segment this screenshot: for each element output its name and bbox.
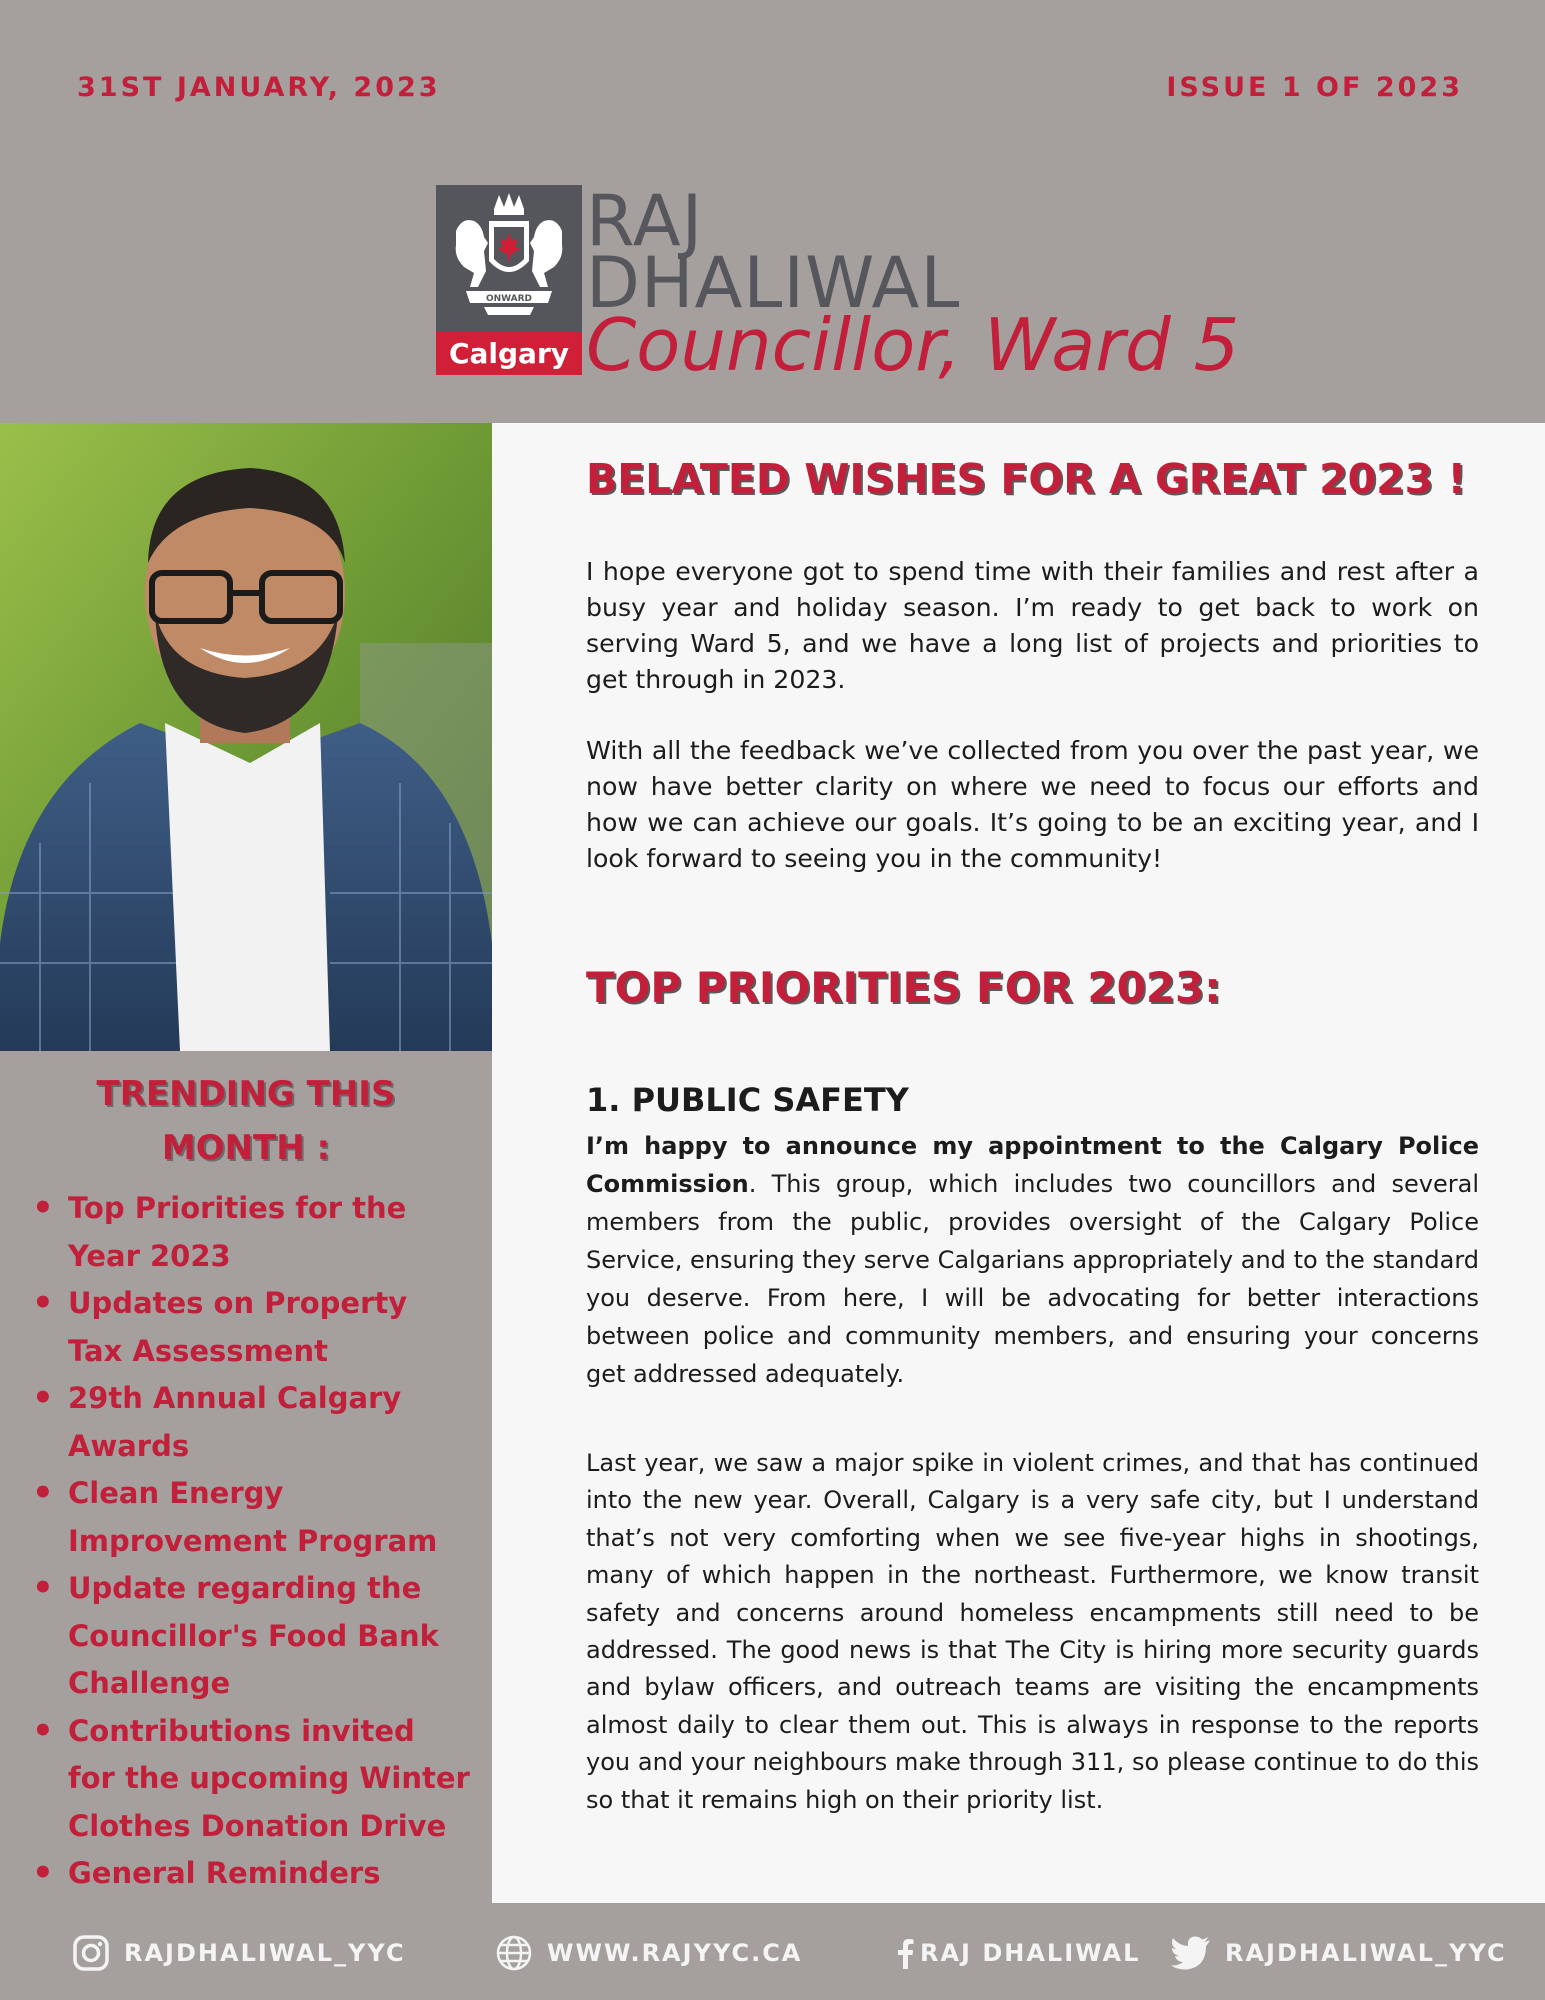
instagram-handle: RAJDHALIWAL_YYC <box>124 1939 406 1967</box>
instagram-link[interactable] <box>72 1933 406 1973</box>
wishes-paragraph-2: With all the feedback we’ve collected from you over the past year, we now have better clarity on where we need to focus our efforts and how we can achieve our goals. It’s going to be an exciting year, and I look forward to seeing you in the community! <box>586 736 1479 873</box>
public-safety-paragraph-1-text: . This group, which includes two councillors and several members from the public, provides oversight of the Calgary Police Service, ensuring they serve Calgarians appropriately and to the standard you deserve. From here, I will be advocating for better interactions between police and community members, and ensuring your concerns get addressed adequately. <box>586 1170 1479 1388</box>
police-commission-announcement: I’m happy to announce my appointment to the Calgary Police Commission <box>586 1132 1479 1198</box>
list-item: • 29th Annual Calgary Awards <box>30 1375 470 1470</box>
trending-title: TRENDING THIS MONTH : <box>96 1074 396 1168</box>
wishes-heading: BELATED WISHES FOR A GREAT 2023 ! <box>586 455 1467 503</box>
councillor-role: Councillor, Ward 5 <box>586 303 1240 387</box>
list-item: • Update regarding the Councillor's Food Bank Challenge <box>30 1565 470 1708</box>
public-safety-heading: 1. PUBLIC SAFETY <box>586 1081 909 1119</box>
facebook-link[interactable] <box>896 1933 1140 1973</box>
list-item: • Top Priorities for the Year 2023 <box>30 1185 470 1280</box>
website-link[interactable] <box>495 1933 802 1973</box>
public-safety-paragraph-2: Last year, we saw a major spike in violent crimes, and that has continued into the new year. Overall, Calgary is a very safe city, but I understand that’s not very comforting when we see five-year highs in shootings, many of which happen in the northeast. Furthermore, we know transit safety and concerns around homeless encampments still need to be addressed. The good news is that The City is hiring more security guards and bylaw officers, and outreach teams are visiting the encampments almost daily to clear them out. This is always in response to the reports you and your neighbours make through 311, so please continue to do this so that it remains high on their priority list. <box>586 1449 1479 1814</box>
calgary-crest-icon <box>436 185 582 332</box>
trending-list <box>30 1185 470 1898</box>
list-item: • Contributions invited for the upcoming Winter Clothes Donation Drive <box>30 1708 470 1851</box>
public-safety-paragraph-1 <box>586 1127 1479 1393</box>
twitter-link[interactable] <box>1171 1933 1507 1973</box>
instagram-icon <box>72 1934 110 1972</box>
calgary-logo <box>436 185 582 375</box>
trending-sidebar <box>0 1051 492 1903</box>
councillor-last-name: DHALIWAL <box>586 242 961 324</box>
issue-date: 31ST JANUARY, 2023 <box>77 72 441 103</box>
main-content <box>492 423 1545 1903</box>
list-item: • Updates on Property Tax Assessment <box>30 1280 470 1375</box>
facebook-icon <box>896 1937 914 1969</box>
councillor-portrait <box>0 423 492 1051</box>
list-item: • Clean Energy Improvement Program <box>30 1470 470 1565</box>
motto-text: ONWARD <box>485 294 533 304</box>
facebook-name: RAJ DHALIWAL <box>920 1939 1141 1967</box>
wishes-paragraph-1: I hope everyone got to spend time with their families and rest after a busy year and holiday season. I’m ready to get back to work on serving Ward 5, and we have a long list of projects and priorities to get through in 2023. <box>586 557 1479 694</box>
newsletter-header <box>0 0 1545 423</box>
twitter-handle: RAJDHALIWAL_YYC <box>1225 1939 1507 1967</box>
issue-number: ISSUE 1 OF 2023 <box>1166 72 1463 103</box>
priorities-heading: TOP PRIORITIES FOR 2023: <box>586 963 1222 1012</box>
list-item: • General Reminders <box>30 1850 470 1898</box>
globe-icon <box>495 1934 533 1972</box>
councillor-first-name: RAJ <box>586 180 704 262</box>
social-footer <box>0 1903 1545 2000</box>
twitter-icon <box>1171 1936 1211 1970</box>
logo-city-label: Calgary <box>436 332 582 375</box>
website-url: WWW.RAJYYC.CA <box>547 1939 803 1967</box>
